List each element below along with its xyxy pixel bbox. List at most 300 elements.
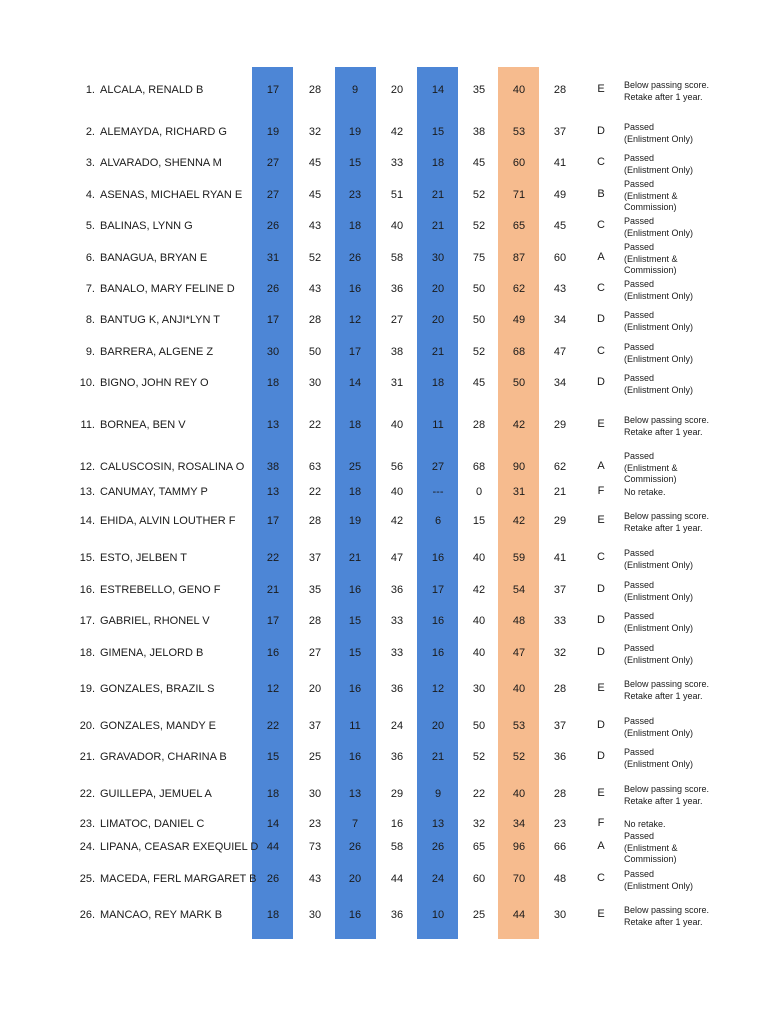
- row-number: 5.: [85, 220, 95, 232]
- grade: C: [597, 551, 605, 563]
- total-percent: 41: [553, 157, 567, 169]
- percent-1: 52: [308, 252, 322, 264]
- total-score: 47: [512, 647, 526, 659]
- score-1: 17: [266, 314, 280, 326]
- percent-2: 56: [390, 461, 404, 473]
- row-number: 21.: [79, 751, 95, 763]
- score-3: 30: [431, 252, 445, 264]
- score-2: 18: [348, 220, 362, 232]
- student-name: BIGNO, JOHN REY O: [100, 377, 209, 389]
- row-number: 18.: [79, 647, 95, 659]
- student-name: CALUSCOSIN, ROSALINA O: [100, 461, 245, 473]
- percent-3: 35: [472, 84, 486, 96]
- remark: Below passing score. Retake after 1 year.: [624, 511, 710, 533]
- remark: Passed (Enlistment Only): [624, 643, 694, 665]
- percent-3: 52: [472, 346, 486, 358]
- score-3: 21: [431, 751, 445, 763]
- score-3: 20: [431, 720, 445, 732]
- score-3: 16: [431, 647, 445, 659]
- percent-2: 40: [390, 419, 404, 431]
- total-percent: 37: [553, 720, 567, 732]
- student-name: BANTUG K, ANJI*LYN T: [100, 314, 221, 326]
- score-1: 13: [266, 486, 280, 498]
- percent-3: 30: [472, 683, 486, 695]
- percent-2: 38: [390, 346, 404, 358]
- percent-2: 36: [390, 584, 404, 596]
- score-3: 9: [434, 788, 442, 800]
- grade: D: [597, 646, 605, 658]
- remark: Below passing score. Retake after 1 year.: [624, 80, 710, 102]
- score-2: 19: [348, 515, 362, 527]
- remark: Passed (Enlistment & Commission): [624, 242, 678, 275]
- score-2: 26: [348, 252, 362, 264]
- total-percent: 37: [553, 584, 567, 596]
- row-number: 14.: [79, 515, 95, 527]
- score-1: 19: [266, 126, 280, 138]
- total-score: 62: [512, 283, 526, 295]
- student-name: BARRERA, ALGENE Z: [100, 346, 214, 358]
- student-name: LIPANA, CEASAR EXEQUIEL D: [100, 841, 259, 853]
- percent-2: 24: [390, 720, 404, 732]
- row-number: 12.: [79, 461, 95, 473]
- percent-2: 36: [390, 751, 404, 763]
- total-score: 50: [512, 377, 526, 389]
- student-name: BORNEA, BEN V: [100, 419, 186, 431]
- row-number: 15.: [79, 552, 95, 564]
- score-1: 27: [266, 189, 280, 201]
- student-name: ASENAS, MICHAEL RYAN E: [100, 189, 243, 201]
- grade: A: [597, 251, 605, 263]
- total-percent: 29: [553, 419, 567, 431]
- percent-1: 37: [308, 720, 322, 732]
- remark: Passed (Enlistment Only): [624, 869, 694, 891]
- remark: Passed (Enlistment Only): [624, 580, 694, 602]
- percent-1: 28: [308, 84, 322, 96]
- percent-2: 47: [390, 552, 404, 564]
- row-number: 25.: [79, 873, 95, 885]
- score-3: 21: [431, 189, 445, 201]
- student-name: BANALO, MARY FELINE D: [100, 283, 235, 295]
- grade: F: [597, 485, 605, 497]
- score-3: 18: [431, 377, 445, 389]
- total-percent: 34: [553, 314, 567, 326]
- total-score: 96: [512, 841, 526, 853]
- student-name: GIMENA, JELORD B: [100, 647, 204, 659]
- score-3: 13: [431, 818, 445, 830]
- score-1: 26: [266, 220, 280, 232]
- percent-3: 60: [472, 873, 486, 885]
- percent-2: 27: [390, 314, 404, 326]
- remark: Passed (Enlistment Only): [624, 279, 694, 301]
- percent-2: 42: [390, 126, 404, 138]
- score-2: 9: [351, 84, 359, 96]
- score-2: 25: [348, 461, 362, 473]
- total-percent: 30: [553, 909, 567, 921]
- total-score: 90: [512, 461, 526, 473]
- total-percent: 43: [553, 283, 567, 295]
- percent-1: 27: [308, 647, 322, 659]
- score-3: 18: [431, 157, 445, 169]
- score-2: 19: [348, 126, 362, 138]
- total-score: 53: [512, 126, 526, 138]
- total-percent: 48: [553, 873, 567, 885]
- percent-1: 30: [308, 377, 322, 389]
- grade: E: [597, 682, 605, 694]
- remark: Passed (Enlistment Only): [624, 548, 694, 570]
- grade: B: [597, 188, 605, 200]
- score-2: 15: [348, 615, 362, 627]
- student-name: ESTO, JELBEN T: [100, 552, 188, 564]
- score-3: ---: [432, 486, 444, 498]
- percent-1: 28: [308, 615, 322, 627]
- grade: D: [597, 719, 605, 731]
- row-number: 1.: [85, 84, 95, 96]
- student-name: BALINAS, LYNN G: [100, 220, 193, 232]
- score-1: 27: [266, 157, 280, 169]
- percent-2: 16: [390, 818, 404, 830]
- score-1: 18: [266, 788, 280, 800]
- score-2: 15: [348, 157, 362, 169]
- percent-3: 50: [472, 720, 486, 732]
- student-name: GRAVADOR, CHARINA B: [100, 751, 227, 763]
- percent-1: 32: [308, 126, 322, 138]
- total-percent: 47: [553, 346, 567, 358]
- grade: E: [597, 83, 605, 95]
- score-2: 7: [351, 818, 359, 830]
- total-score: 48: [512, 615, 526, 627]
- percent-1: 45: [308, 157, 322, 169]
- percent-1: 35: [308, 584, 322, 596]
- student-name: ALVARADO, SHENNA M: [100, 157, 222, 169]
- grade: C: [597, 156, 605, 168]
- percent-3: 40: [472, 647, 486, 659]
- student-name: BANAGUA, BRYAN E: [100, 252, 208, 264]
- percent-1: 28: [308, 314, 322, 326]
- score-2: 11: [349, 720, 361, 732]
- percent-3: 0: [475, 486, 483, 498]
- percent-2: 33: [390, 157, 404, 169]
- score-2: 16: [348, 683, 362, 695]
- total-score: 71: [512, 189, 526, 201]
- percent-2: 31: [390, 377, 404, 389]
- percent-3: 50: [472, 283, 486, 295]
- grade: E: [597, 787, 605, 799]
- score-3: 12: [431, 683, 445, 695]
- score-1: 26: [266, 283, 280, 295]
- row-number: 17.: [79, 615, 95, 627]
- score-3: 6: [434, 515, 442, 527]
- percent-3: 50: [472, 314, 486, 326]
- grade: E: [597, 514, 605, 526]
- score-2: 14: [348, 377, 362, 389]
- total-score: 40: [512, 84, 526, 96]
- percent-1: 63: [308, 461, 322, 473]
- percent-2: 51: [390, 189, 404, 201]
- score-3: 20: [431, 314, 445, 326]
- percent-2: 58: [390, 841, 404, 853]
- total-score: 70: [512, 873, 526, 885]
- score-3: 21: [431, 220, 445, 232]
- score-1: 44: [266, 841, 280, 853]
- remark: Below passing score. Retake after 1 year.: [624, 679, 710, 701]
- row-number: 24.: [79, 841, 95, 853]
- remark: Passed (Enlistment Only): [624, 216, 694, 238]
- grade: C: [597, 219, 605, 231]
- score-2: 12: [348, 314, 362, 326]
- grade: C: [597, 345, 605, 357]
- percent-3: 38: [472, 126, 486, 138]
- percent-1: 43: [308, 220, 322, 232]
- total-score: 68: [512, 346, 526, 358]
- score-3: 20: [431, 283, 445, 295]
- score-2: 17: [348, 346, 362, 358]
- total-percent: 45: [553, 220, 567, 232]
- percent-3: 52: [472, 220, 486, 232]
- remark: Passed (Enlistment & Commission): [624, 451, 678, 484]
- score-2: 18: [348, 486, 362, 498]
- percent-2: 44: [390, 873, 404, 885]
- row-number: 7.: [85, 283, 95, 295]
- total-percent: 33: [553, 615, 567, 627]
- total-score: 49: [512, 314, 526, 326]
- score-1: 17: [266, 515, 280, 527]
- total-score: 60: [512, 157, 526, 169]
- total-score: 65: [512, 220, 526, 232]
- percent-3: 75: [472, 252, 486, 264]
- score-2: 16: [348, 283, 362, 295]
- total-percent: 37: [553, 126, 567, 138]
- score-1: 26: [266, 873, 280, 885]
- score-2: 16: [348, 909, 362, 921]
- total-percent: 49: [553, 189, 567, 201]
- total-percent: 29: [553, 515, 567, 527]
- score-1: 30: [266, 346, 280, 358]
- total-score: 31: [512, 486, 526, 498]
- percent-1: 45: [308, 189, 322, 201]
- score-3: 17: [431, 584, 445, 596]
- percent-1: 43: [308, 283, 322, 295]
- score-3: 16: [431, 552, 445, 564]
- percent-2: 33: [390, 615, 404, 627]
- total-score: 59: [512, 552, 526, 564]
- row-number: 16.: [79, 584, 95, 596]
- total-percent: 62: [553, 461, 567, 473]
- total-score: 54: [512, 584, 526, 596]
- score-1: 17: [266, 84, 280, 96]
- percent-1: 22: [308, 419, 322, 431]
- remark: Below passing score. Retake after 1 year.: [624, 784, 710, 806]
- score-1: 16: [266, 647, 280, 659]
- percent-3: 42: [472, 584, 486, 596]
- grade: C: [597, 872, 605, 884]
- percent-3: 40: [472, 552, 486, 564]
- remark: No retake.: [624, 487, 666, 497]
- remark: Passed (Enlistment & Commission): [624, 831, 678, 864]
- row-number: 9.: [85, 346, 95, 358]
- total-score: 44: [512, 909, 526, 921]
- remark: Passed (Enlistment Only): [624, 310, 694, 332]
- student-name: ALCALA, RENALD B: [100, 84, 204, 96]
- score-3: 16: [431, 615, 445, 627]
- total-percent: 21: [553, 486, 567, 498]
- percent-3: 52: [472, 751, 486, 763]
- score-3: 11: [432, 419, 444, 431]
- total-score: 40: [512, 683, 526, 695]
- row-number: 26.: [79, 909, 95, 921]
- grade: D: [597, 750, 605, 762]
- percent-1: 28: [308, 515, 322, 527]
- remark: Passed (Enlistment Only): [624, 153, 694, 175]
- percent-2: 36: [390, 283, 404, 295]
- remark: Passed (Enlistment & Commission): [624, 179, 678, 212]
- row-number: 19.: [79, 683, 95, 695]
- percent-2: 29: [390, 788, 404, 800]
- percent-1: 50: [308, 346, 322, 358]
- score-2: 18: [348, 419, 362, 431]
- row-number: 8.: [85, 314, 95, 326]
- grade: D: [597, 614, 605, 626]
- score-1: 13: [266, 419, 280, 431]
- total-score: 52: [512, 751, 526, 763]
- remark: Below passing score. Retake after 1 year.: [624, 905, 710, 927]
- grade: F: [597, 817, 605, 829]
- percent-1: 30: [308, 788, 322, 800]
- row-number: 4.: [85, 189, 95, 201]
- percent-2: 40: [390, 486, 404, 498]
- row-number: 3.: [85, 157, 95, 169]
- score-3: 15: [431, 126, 445, 138]
- score-1: 18: [266, 909, 280, 921]
- percent-3: 45: [472, 157, 486, 169]
- percent-3: 28: [472, 419, 486, 431]
- percent-3: 65: [472, 841, 486, 853]
- score-2: 26: [348, 841, 362, 853]
- percent-1: 20: [308, 683, 322, 695]
- grade: C: [597, 282, 605, 294]
- student-name: ESTREBELLO, GENO F: [100, 584, 221, 596]
- total-percent: 28: [553, 683, 567, 695]
- row-number: 23.: [79, 818, 95, 830]
- percent-1: 43: [308, 873, 322, 885]
- percent-2: 36: [390, 909, 404, 921]
- score-1: 17: [266, 615, 280, 627]
- percent-1: 30: [308, 909, 322, 921]
- percent-1: 73: [308, 841, 322, 853]
- total-percent: 32: [553, 647, 567, 659]
- row-number: 2.: [85, 126, 95, 138]
- grade: D: [597, 583, 605, 595]
- percent-3: 68: [472, 461, 486, 473]
- total-score: 42: [512, 515, 526, 527]
- remark: Passed (Enlistment Only): [624, 747, 694, 769]
- remark: No retake.: [624, 819, 666, 829]
- score-2: 13: [348, 788, 362, 800]
- percent-1: 23: [308, 818, 322, 830]
- remark: Passed (Enlistment Only): [624, 611, 694, 633]
- percent-2: 58: [390, 252, 404, 264]
- grade: D: [597, 376, 605, 388]
- score-1: 18: [266, 377, 280, 389]
- row-number: 20.: [79, 720, 95, 732]
- score-3: 14: [431, 84, 445, 96]
- remark: Passed (Enlistment Only): [624, 373, 694, 395]
- total-score: 53: [512, 720, 526, 732]
- grade: E: [597, 908, 605, 920]
- score-3: 24: [431, 873, 445, 885]
- score-1: 12: [266, 683, 280, 695]
- score-3: 10: [431, 909, 445, 921]
- percent-1: 25: [308, 751, 322, 763]
- grade: E: [597, 418, 605, 430]
- percent-3: 32: [472, 818, 486, 830]
- percent-2: 42: [390, 515, 404, 527]
- total-percent: 34: [553, 377, 567, 389]
- student-name: MACEDA, FERL MARGARET B: [100, 873, 257, 885]
- total-percent: 36: [553, 751, 567, 763]
- percent-3: 52: [472, 189, 486, 201]
- student-name: CANUMAY, TAMMY P: [100, 486, 208, 498]
- score-3: 26: [431, 841, 445, 853]
- total-percent: 23: [553, 818, 567, 830]
- score-1: 22: [266, 720, 280, 732]
- student-name: GONZALES, MANDY E: [100, 720, 216, 732]
- student-name: GABRIEL, RHONEL V: [100, 615, 210, 627]
- total-percent: 28: [553, 788, 567, 800]
- total-score: 34: [512, 818, 526, 830]
- score-2: 20: [348, 873, 362, 885]
- total-score: 42: [512, 419, 526, 431]
- score-3: 27: [431, 461, 445, 473]
- score-2: 15: [348, 647, 362, 659]
- percent-1: 22: [308, 486, 322, 498]
- row-number: 6.: [85, 252, 95, 264]
- score-1: 21: [266, 584, 280, 596]
- grade: D: [597, 313, 605, 325]
- remark: Passed (Enlistment Only): [624, 716, 694, 738]
- row-number: 11.: [80, 419, 95, 431]
- total-score: 40: [512, 788, 526, 800]
- percent-3: 45: [472, 377, 486, 389]
- row-number: 22.: [79, 788, 95, 800]
- row-number: 13.: [79, 486, 95, 498]
- grade: D: [597, 125, 605, 137]
- student-name: ALEMAYDA, RICHARD G: [100, 126, 227, 138]
- remark: Passed (Enlistment Only): [624, 122, 694, 144]
- percent-3: 15: [472, 515, 486, 527]
- total-score: 87: [512, 252, 526, 264]
- score-1: 22: [266, 552, 280, 564]
- student-name: GUILLEPA, JEMUEL A: [100, 788, 212, 800]
- score-3: 21: [431, 346, 445, 358]
- grade: A: [597, 460, 605, 472]
- student-name: EHIDA, ALVIN LOUTHER F: [100, 515, 236, 527]
- total-percent: 28: [553, 84, 567, 96]
- total-percent: 60: [553, 252, 567, 264]
- student-name: MANCAO, REY MARK B: [100, 909, 223, 921]
- percent-3: 40: [472, 615, 486, 627]
- row-number: 10.: [79, 377, 95, 389]
- score-2: 21: [348, 552, 362, 564]
- total-percent: 66: [553, 841, 567, 853]
- score-1: 15: [266, 751, 280, 763]
- total-percent: 41: [553, 552, 567, 564]
- score-1: 31: [266, 252, 280, 264]
- score-1: 38: [266, 461, 280, 473]
- score-1: 14: [266, 818, 280, 830]
- percent-3: 25: [472, 909, 486, 921]
- percent-2: 36: [390, 683, 404, 695]
- percent-2: 40: [390, 220, 404, 232]
